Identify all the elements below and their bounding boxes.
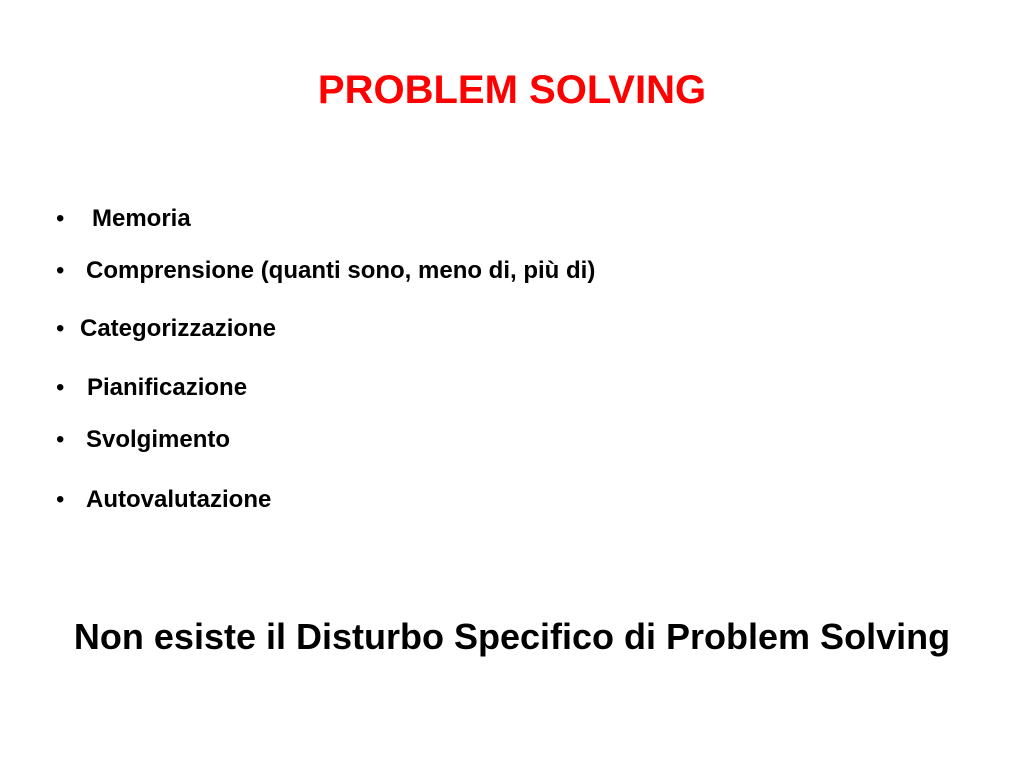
bullet-item-comprensione — [56, 256, 595, 286]
bullet-icon: • — [56, 374, 65, 401]
bullet-icon: • — [56, 257, 65, 284]
bullet-item-categorizzazione — [56, 314, 276, 344]
bullet-item-pianificazione — [56, 373, 247, 403]
bullet-icon: • — [56, 426, 65, 453]
bullet-label: Categorizzazione — [80, 315, 277, 342]
bullet-label: Pianificazione — [87, 374, 248, 401]
bullet-item-svolgimento — [56, 425, 230, 455]
bullet-label: Memoria — [92, 205, 191, 232]
bullet-label: Autovalutazione — [86, 486, 272, 513]
bullet-label: Svolgimento — [86, 426, 231, 453]
bullet-icon: • — [56, 315, 65, 342]
slide-title: PROBLEM SOLVING — [317, 68, 707, 112]
bullet-item-memoria — [56, 204, 191, 234]
bullet-item-autovalutazione — [56, 485, 271, 515]
bullet-icon: • — [56, 205, 65, 232]
bullet-label: Comprensione (quanti sono, meno di, più di) — [86, 257, 596, 284]
closing-statement: Non esiste il Disturbo Specifico di Problem Solving — [73, 616, 951, 657]
bullet-icon: • — [56, 486, 65, 513]
